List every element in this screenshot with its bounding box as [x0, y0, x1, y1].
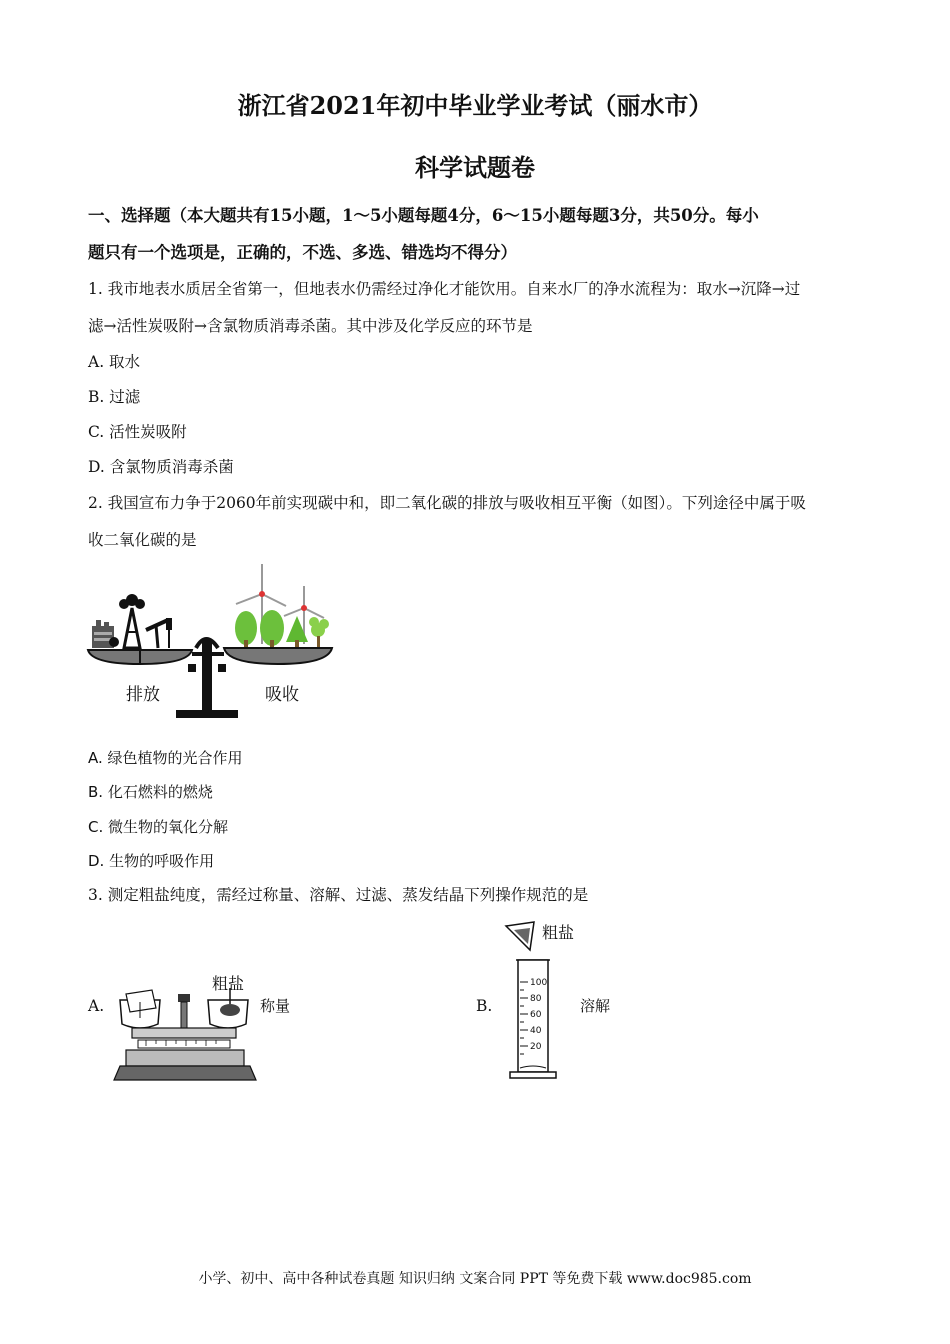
tree-icon: [235, 610, 329, 648]
weighing-balance-figure: [112, 988, 262, 1084]
weighing-paper-icon: [504, 920, 544, 954]
section-heading: [88, 197, 868, 271]
question-1-stem-line1: 1. 我市地表水质居全省第一，但地表水仍需经过净化才能饮用。自来水厂的净水流程为：取水→沉降→过: [88, 280, 801, 298]
section-heading-line1: 一、选择题（本大题共有15小题，1～5小题每题4分，6～15小题每题3分，共50分。每小: [88, 206, 759, 225]
question-2-option-b[interactable]: B. 化石燃料的燃烧: [88, 783, 213, 801]
right-pan: [224, 648, 332, 664]
question-3-stem: 3. 测定粗盐纯度，需经过称量、溶解、过滤、蒸发结晶下列操作规范的是: [88, 886, 589, 904]
question-3-option-a-letter[interactable]: A.: [88, 997, 105, 1015]
question-2-stem: [88, 485, 868, 559]
page-footer: 小学、初中、高中各种试卷真题 知识归纳 文案合同 PPT 等免费下载 www.doc985.com: [198, 1271, 752, 1287]
question-3-option-a-caption: 称量: [260, 997, 291, 1015]
oil-pump-icon: [146, 618, 172, 648]
question-2-stem-line2: 收二氧化碳的是: [88, 531, 197, 549]
page-title: 浙江省2021年初中毕业学业考试（丽水市）: [237, 91, 713, 120]
question-2-option-a[interactable]: A. 绿色植物的光合作用: [88, 749, 243, 767]
cylinder-mark-80: 80: [530, 994, 542, 1004]
section-heading-line2: 题只有一个选项是，正确的，不选、多选、错选均不得分）: [88, 243, 517, 262]
question-1-option-c[interactable]: C. 活性炭吸附: [88, 423, 187, 441]
oil-derrick-icon: [109, 594, 145, 648]
cylinder-mark-20: 20: [530, 1042, 542, 1052]
question-3-option-b-letter[interactable]: B.: [476, 997, 493, 1015]
coarse-salt-label-a: 粗盐: [212, 974, 245, 993]
cylinder-mark-60: 60: [530, 1010, 542, 1020]
question-2-option-d[interactable]: D. 生物的呼吸作用: [88, 852, 215, 870]
question-1-stem-line2: 滤→活性炭吸附→含氯物质消毒杀菌。其中涉及化学反应的环节是: [88, 317, 533, 335]
question-3-option-b-caption: 溶解: [580, 997, 611, 1015]
question-1-option-b[interactable]: B. 过滤: [88, 388, 141, 406]
question-1-option-d[interactable]: D. 含氯物质消毒杀菌: [88, 458, 234, 476]
coarse-salt-label-b: 粗盐: [542, 923, 575, 942]
question-1-option-a[interactable]: A. 取水: [88, 353, 141, 371]
balance-stand: [202, 640, 212, 716]
cylinder-mark-100: 100: [530, 978, 548, 988]
question-1-stem: [88, 271, 868, 345]
question-2-stem-line1: 2. 我国宣布力争于2060年前实现碳中和，即二氧化碳的排放与吸收相互平衡（如图）。下列途径中属于吸: [88, 494, 806, 512]
emission-label: 排放: [126, 685, 160, 705]
page-subtitle: 科学试题卷: [415, 153, 535, 182]
measuring-cylinder-figure: [506, 956, 562, 1084]
cylinder-mark-40: 40: [530, 1026, 542, 1036]
question-2-option-c[interactable]: C. 微生物的氧化分解: [88, 818, 229, 836]
absorption-label: 吸收: [265, 685, 299, 705]
